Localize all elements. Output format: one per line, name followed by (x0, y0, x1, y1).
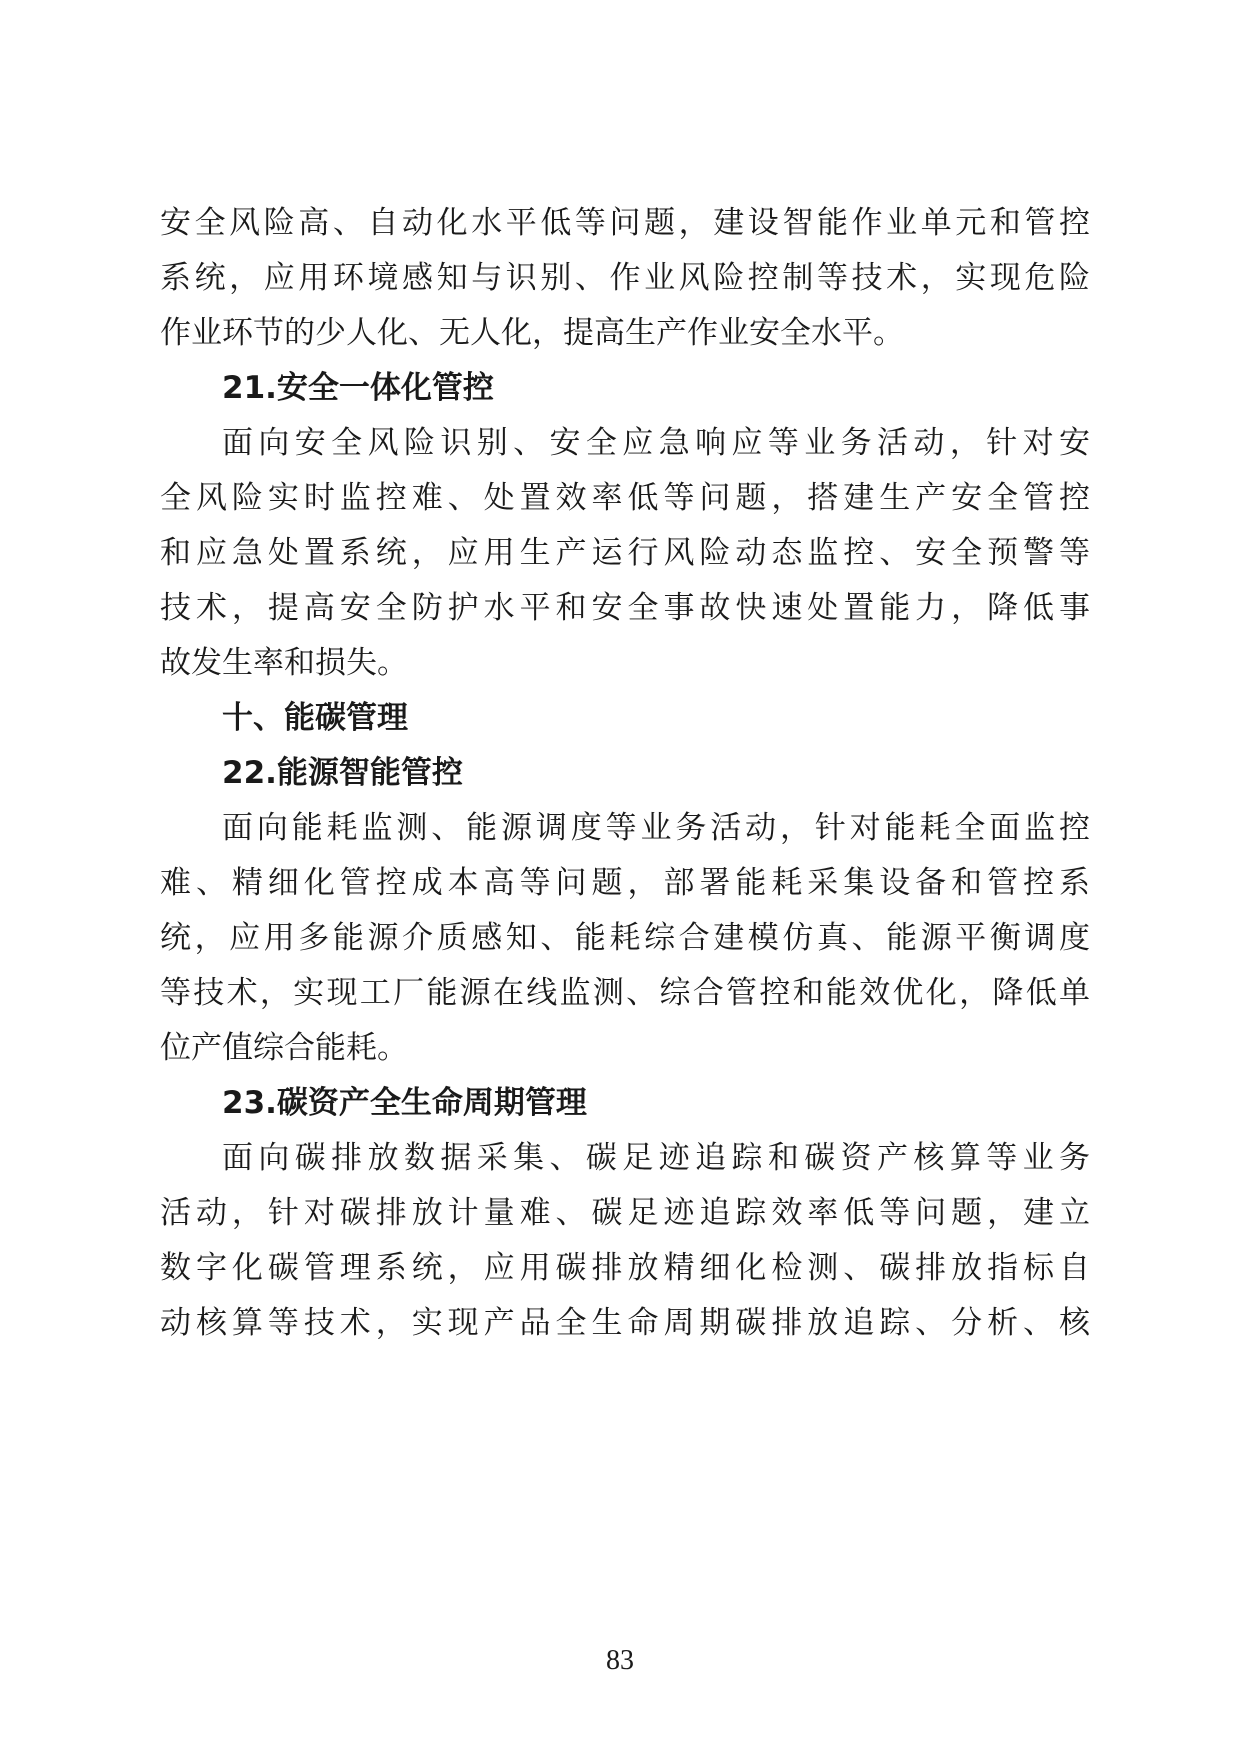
page-number: 83 (606, 1645, 634, 1676)
paragraph-line: 作业环节的少人化、无人化，提高生产作业安全水平。 (160, 315, 904, 351)
paragraph-line: 面向碳排放数据采集、碳足迹追踪和碳资产核算等业务 (222, 1140, 1090, 1176)
chapter-heading-10: 十、能碳管理 (222, 700, 408, 736)
paragraph-line: 故发生率和损失。 (160, 645, 408, 681)
section-heading-22: 22.能源智能管控 (222, 755, 463, 791)
paragraph-line: 动核算等技术，实现产品全生命周期碳排放追踪、分析、核 (160, 1305, 1090, 1341)
paragraph-line: 等技术，实现工厂能源在线监测、综合管控和能效优化，降低单 (160, 975, 1090, 1011)
paragraph-line: 位产值综合能耗。 (160, 1030, 408, 1066)
paragraph-line: 活动，针对碳排放计量难、碳足迹追踪效率低等问题，建立 (160, 1195, 1090, 1231)
paragraph-line: 安全风险高、自动化水平低等问题，建设智能作业单元和管控 (160, 205, 1090, 241)
paragraph-line: 难、精细化管控成本高等问题，部署能耗采集设备和管控系 (160, 865, 1090, 901)
section-heading-21: 21.安全一体化管控 (222, 370, 494, 406)
paragraph-line: 全风险实时监控难、处置效率低等问题，搭建生产安全管控 (160, 480, 1090, 516)
paragraph-line: 系统，应用环境感知与识别、作业风险控制等技术，实现危险 (160, 260, 1090, 296)
paragraph-line: 技术，提高安全防护水平和安全事故快速处置能力，降低事 (160, 590, 1090, 626)
paragraph-line: 面向能耗监测、能源调度等业务活动，针对能耗全面监控 (222, 810, 1090, 846)
paragraph-line: 和应急处置系统，应用生产运行风险动态监控、安全预警等 (160, 535, 1090, 571)
paragraph-line: 数字化碳管理系统，应用碳排放精细化检测、碳排放指标自 (160, 1250, 1090, 1286)
section-heading-23: 23.碳资产全生命周期管理 (222, 1085, 587, 1121)
paragraph-line: 统，应用多能源介质感知、能耗综合建模仿真、能源平衡调度 (160, 920, 1090, 956)
paragraph-line: 面向安全风险识别、安全应急响应等业务活动，针对安 (222, 425, 1090, 461)
